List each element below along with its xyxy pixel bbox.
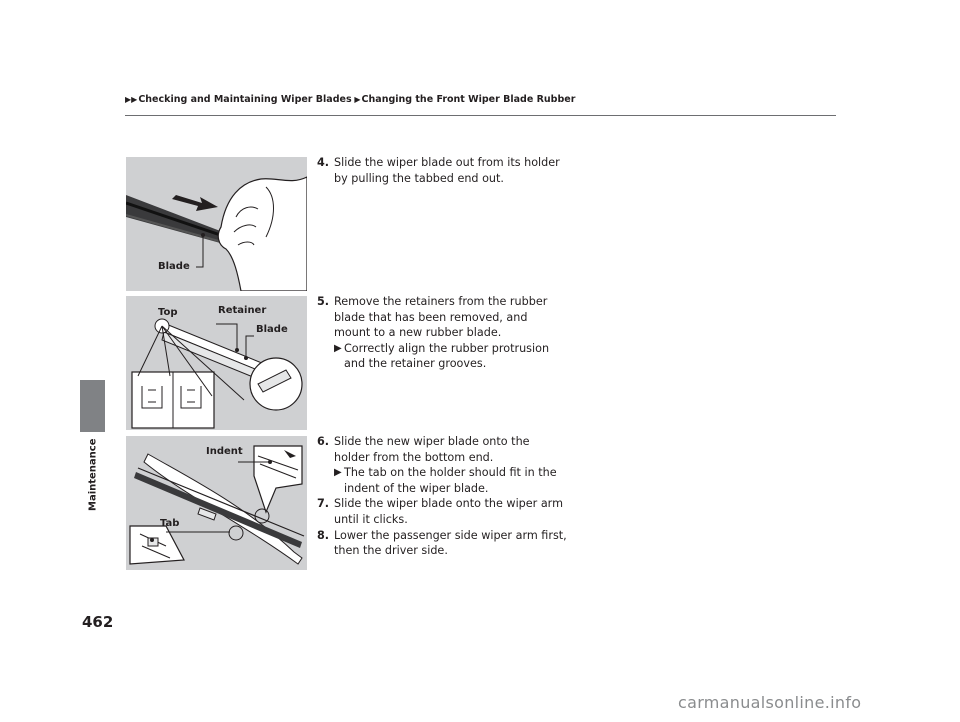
step-4 <box>317 155 567 186</box>
breadcrumb-item: Changing the Front Wiper Blade Rubber <box>361 94 576 105</box>
note-arrow-icon: ▶ <box>334 467 342 479</box>
step-number: 4. <box>317 156 330 169</box>
remove-blade-illustration <box>126 157 307 291</box>
note-arrow-icon: ▶ <box>334 342 342 354</box>
label-top: Top <box>158 307 178 318</box>
step-number: 8. <box>317 528 330 542</box>
retainers-illustration <box>126 296 307 430</box>
breadcrumb-arrow-icon: ▶▶ <box>125 95 138 104</box>
label-tab: Tab <box>160 518 180 529</box>
header-rule <box>125 115 836 116</box>
step-text: Slide the wiper blade onto the wiper arm until it clicks. <box>334 497 563 526</box>
step-number: 7. <box>317 497 330 511</box>
figure-retainers <box>126 296 307 430</box>
section-label: Maintenance <box>87 438 99 512</box>
step-text: Lower the passenger side wiper arm first, then the driver side. <box>334 528 567 558</box>
watermark: carmanualsonline.info <box>678 693 862 712</box>
breadcrumb-item: Checking and Maintaining Wiper Blades <box>138 94 352 105</box>
step-text: Slide the wiper blade out from its holder by pulling the tabbed end out. <box>334 156 560 185</box>
step-note: The tab on the holder should fit in the indent of the wiper blade. <box>344 466 557 495</box>
breadcrumb-arrow-icon: ▶ <box>351 95 361 104</box>
label-indent: Indent <box>206 446 243 457</box>
section-tab <box>80 380 105 432</box>
figure-install-blade <box>126 436 307 570</box>
step-text: Remove the retainers from the rubber blade that has been removed, and mount to a new rubber blade. <box>334 295 548 340</box>
breadcrumb <box>125 94 575 105</box>
label-blade: Blade <box>158 261 190 272</box>
figure-remove-blade <box>126 157 307 291</box>
step-number: 6. <box>317 435 330 448</box>
label-blade: Blade <box>256 324 288 335</box>
step-5 <box>317 294 567 372</box>
step-text: Slide the new wiper blade onto the holder from the bottom end. <box>334 435 530 464</box>
steps-6-8 <box>317 434 567 559</box>
page-number: 462 <box>82 613 114 631</box>
step-note: Correctly align the rubber protrusion and the retainer grooves. <box>344 341 550 371</box>
step-number: 5. <box>317 295 330 308</box>
label-retainer: Retainer <box>218 305 267 316</box>
